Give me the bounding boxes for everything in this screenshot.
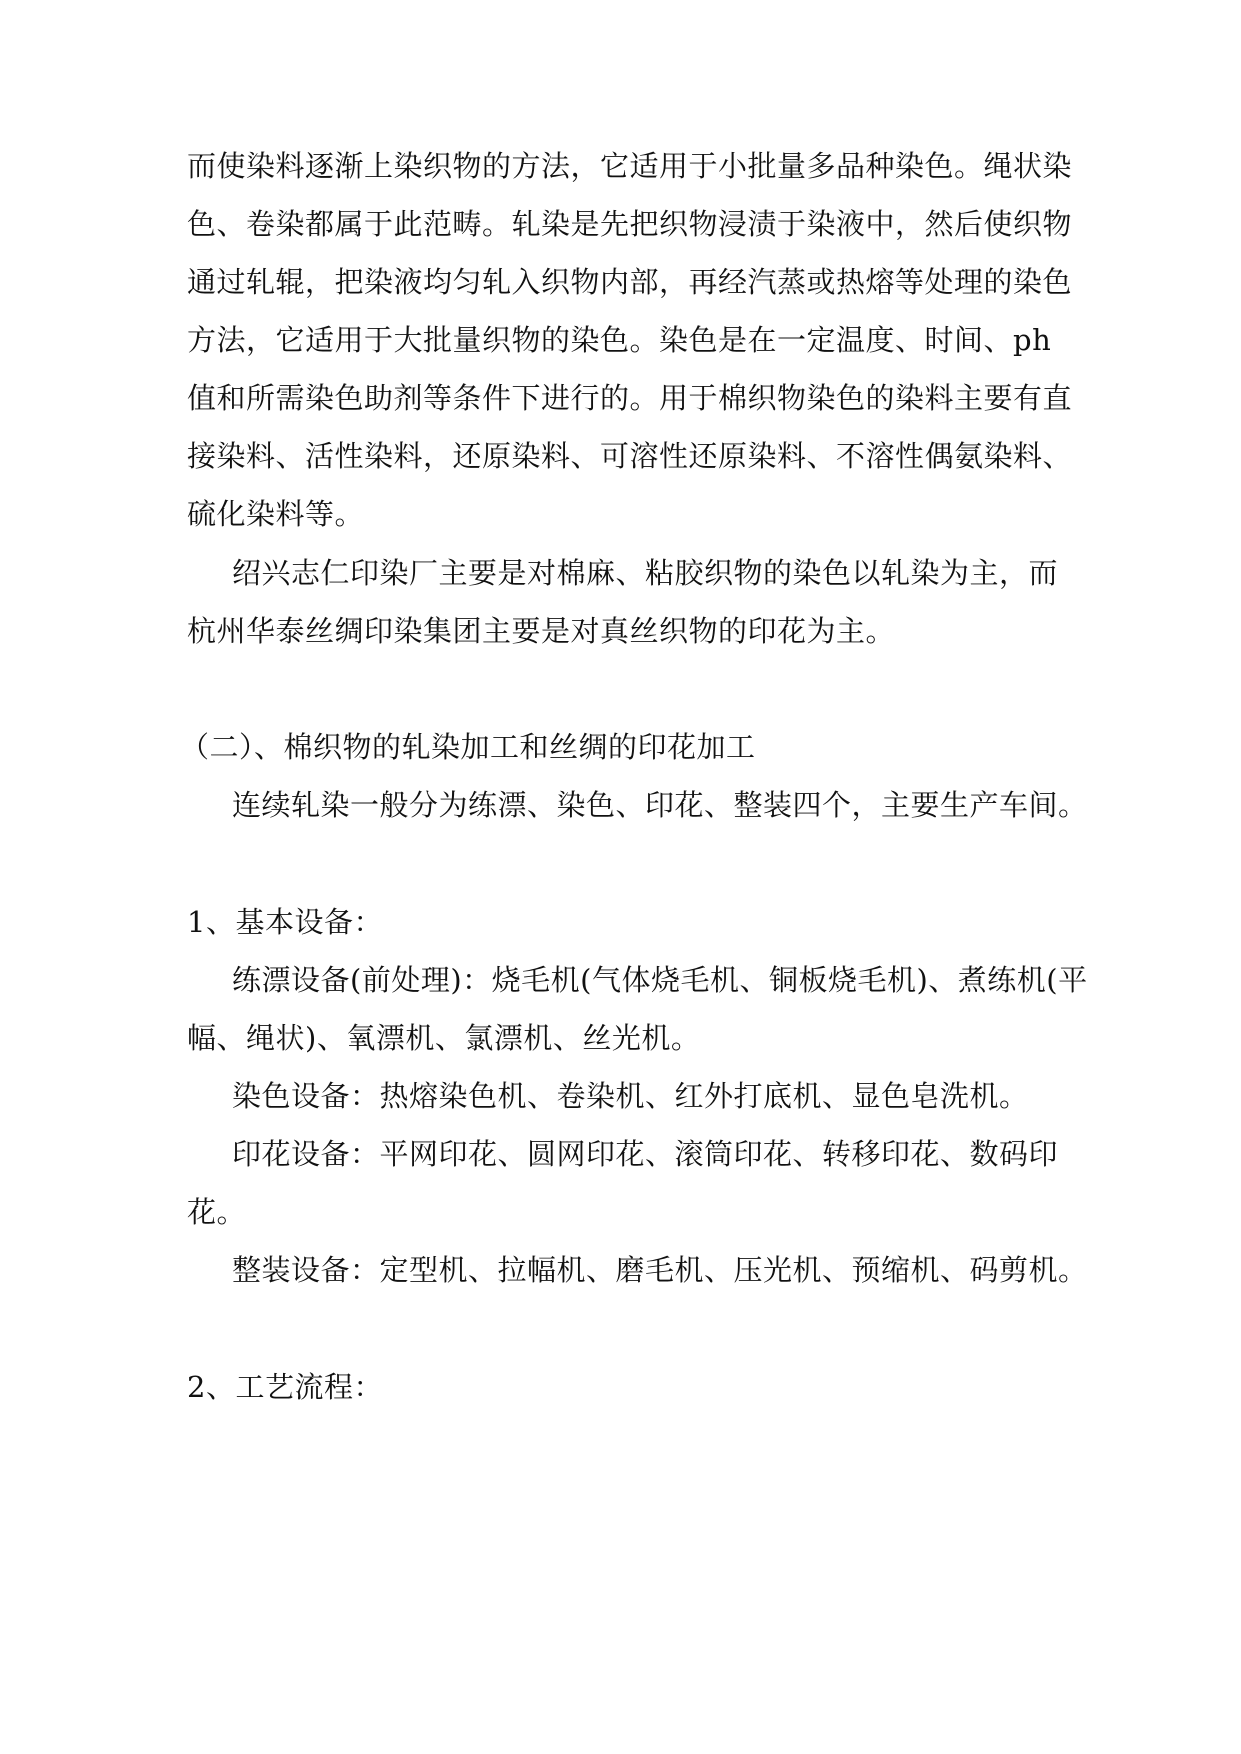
subsection-2-heading: 2、工艺流程： [187, 1370, 383, 1404]
paragraph-1-line-5: 值和所需染色助剂等条件下进行的。用于棉织物染色的染料主要有直 [187, 381, 1073, 415]
printing-equipment-line-2: 花。 [187, 1195, 247, 1229]
paragraph-1-line-2: 色、卷染都属于此范畴。轧染是先把织物浸渍于染液中，然后使织物 [187, 207, 1073, 241]
pretreatment-equipment-line-2: 幅、绳状)、氧漂机、氯漂机、丝光机。 [187, 1021, 701, 1055]
paragraph-2-line-2: 杭州华泰丝绸印染集团主要是对真丝织物的印花为主。 [187, 614, 896, 648]
paragraph-1-line-7: 硫化染料等。 [187, 497, 365, 531]
paragraph-1-line-4: 方法，它适用于大批量织物的染色。染色是在一定温度、时间、ph [187, 323, 1052, 357]
paragraph-1-line-6: 接染料、活性染料，还原染料、可溶性还原染料、不溶性偶氨染料、 [187, 439, 1073, 473]
finishing-equipment: 整装设备：定型机、拉幅机、磨毛机、压光机、预缩机、码剪机。 [232, 1253, 1088, 1287]
dyeing-equipment: 染色设备：热熔染色机、卷染机、红外打底机、显色皂洗机。 [232, 1079, 1029, 1113]
section-2-intro: 连续轧染一般分为练漂、染色、印花、整装四个，主要生产车间。 [232, 788, 1088, 822]
pretreatment-equipment-line-1: 练漂设备(前处理)：烧毛机(气体烧毛机、铜板烧毛机)、煮练机(平 [232, 963, 1088, 997]
paragraph-2-line-1: 绍兴志仁印染厂主要是对棉麻、粘胶织物的染色以轧染为主，而 [232, 556, 1059, 590]
subsection-1-heading: 1、基本设备： [187, 905, 383, 939]
printing-equipment-line-1: 印花设备：平网印花、圆网印花、滚筒印花、转移印花、数码印 [232, 1137, 1059, 1171]
section-2-heading: （二）、棉织物的轧染加工和丝绸的印花加工 [180, 730, 756, 764]
paragraph-1-line-3: 通过轧辊，把染液均匀轧入织物内部，再经汽蒸或热熔等处理的染色 [187, 265, 1073, 299]
paragraph-1-line-1: 而使染料逐渐上染织物的方法，它适用于小批量多品种染色。绳状染 [187, 149, 1073, 183]
